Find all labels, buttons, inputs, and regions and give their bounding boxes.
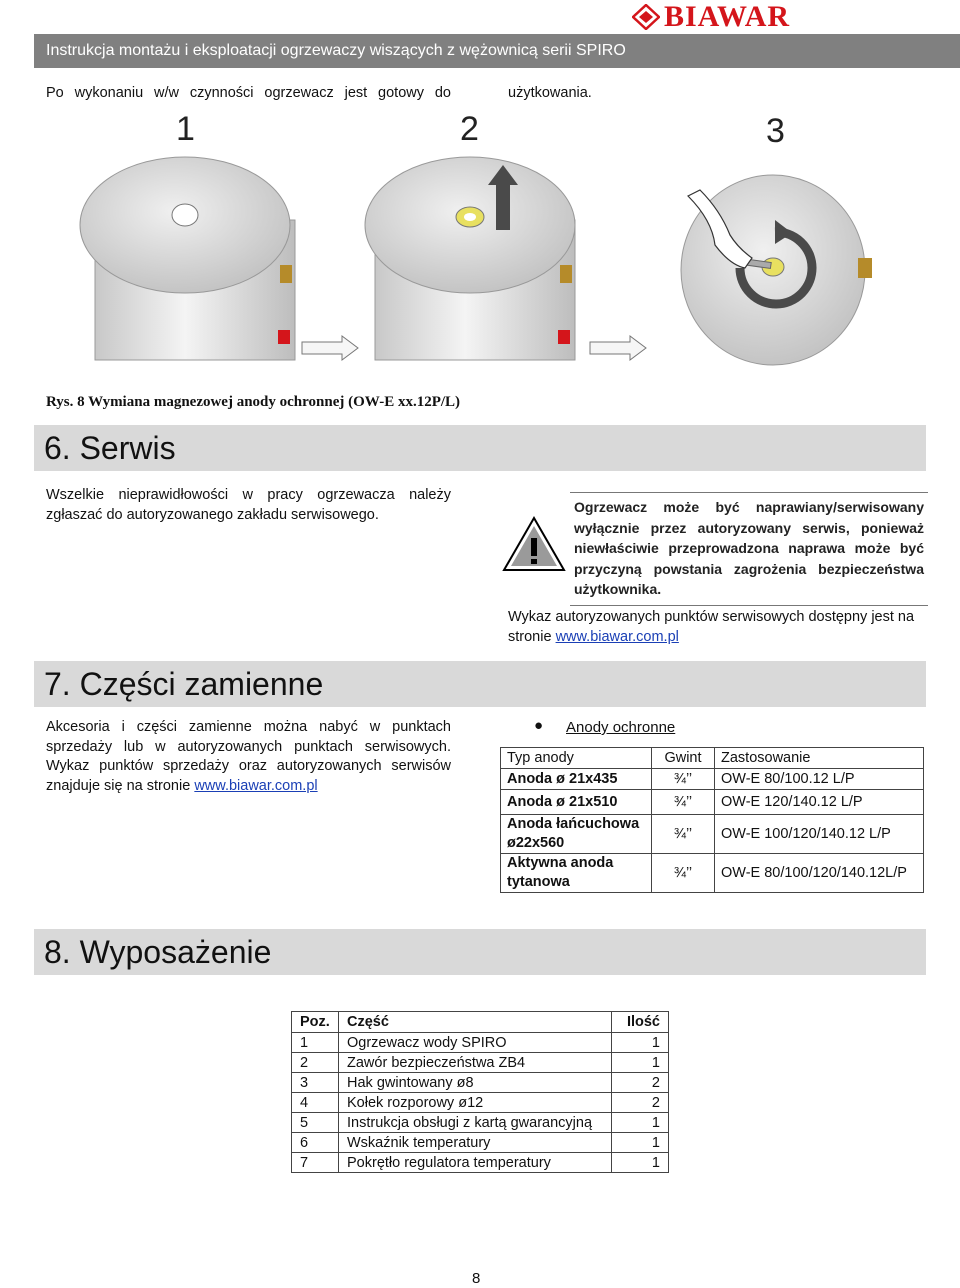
table-row: [501, 769, 924, 790]
table-header-row: [292, 1012, 669, 1033]
page-number: 8: [472, 1270, 481, 1287]
table-cell: Anoda ø 21x510: [501, 790, 652, 815]
heater-step-2: [365, 157, 575, 360]
table-cell: Pokrętło regulatora temperatury: [339, 1153, 612, 1173]
figure-caption: Rys. 8 Wymiana magnezowej anody ochronnej (OW-E xx.12P/L): [46, 394, 461, 410]
table-cell: Anoda łańcuchowa ø22x560: [501, 815, 652, 854]
table-cell: OW-E 80/100.12 L/P: [715, 769, 924, 790]
table-cell: 3: [292, 1073, 339, 1093]
table-cell: Wskaźnik temperatury: [339, 1133, 612, 1153]
arrow-right-icon: [590, 336, 646, 360]
document-title: Instrukcja montażu i eksploatacji ogrzewaczy wiszących z wężownicą serii SPIRO: [46, 42, 626, 59]
table-row: [292, 1093, 669, 1113]
table-cell: 1: [612, 1153, 669, 1173]
table-cell: 4: [292, 1093, 339, 1113]
table-row: [292, 1133, 669, 1153]
table-cell: 7: [292, 1153, 339, 1173]
table-cell: Anoda ø 21x435: [501, 769, 652, 790]
bullet-dot: ●: [534, 717, 544, 734]
table-cell: 1: [292, 1033, 339, 1053]
table-cell: 1: [612, 1033, 669, 1053]
table-row: [501, 815, 924, 854]
table-row: [292, 1073, 669, 1093]
section-7-paragraph-text: Akcesoria i części zamienne można nabyć w punktach sprzedaży lub w autoryzowanych punktach serwisowych. Wykaz punktów sprzedaży oraz autoryzowanych serwisów znajduje się na stronie: [46, 719, 451, 794]
service-list-text: [508, 608, 918, 647]
table-row: [292, 1113, 669, 1133]
intro-text-left: Po wykonaniu w/w czynności ogrzewacz jest gotowy do: [46, 85, 451, 101]
table-cell: Kołek rozporowy ø12: [339, 1093, 612, 1113]
table-row: [292, 1153, 669, 1173]
table-row: [501, 790, 924, 815]
table-cell: OW-E 80/100/120/140.12L/P: [715, 854, 924, 893]
table-cell: 5: [292, 1113, 339, 1133]
section-8-heading-bar: [34, 929, 926, 975]
table-cell: 1: [612, 1053, 669, 1073]
warning-text: Ogrzewacz może być naprawiany/serwisowany wyłącznie przez autoryzowany serwis, ponieważ niewłaściwie przeprowadzona naprawa może być przyczyną powstania zagrożenia bezpieczeństwa użytkownika.: [570, 492, 928, 606]
spare-parts-link[interactable]: www.biawar.com.pl: [194, 777, 318, 794]
table-header-cell: Zastosowanie: [715, 748, 924, 769]
table-header-cell: Typ anody: [501, 748, 652, 769]
table-cell: ¾’’: [652, 854, 715, 893]
table-cell: 6: [292, 1133, 339, 1153]
table-cell: OW-E 100/120/140.12 L/P: [715, 815, 924, 854]
anode-bullet-label: Anody ochronne: [566, 719, 676, 736]
brand-logo: [632, 2, 790, 32]
table-cell: OW-E 120/140.12 L/P: [715, 790, 924, 815]
table-header-row: [501, 748, 924, 769]
table-cell: Zawór bezpieczeństwa ZB4: [339, 1053, 612, 1073]
table-cell: ¾’’: [652, 769, 715, 790]
table-cell: 2: [612, 1073, 669, 1093]
table-cell: Ogrzewacz wody SPIRO: [339, 1033, 612, 1053]
table-cell: ¾’’: [652, 790, 715, 815]
table-header-cell: Gwint: [652, 748, 715, 769]
table-cell: 2: [612, 1093, 669, 1113]
figure-step-1: 1: [176, 110, 195, 148]
section-6-heading-bar: [34, 425, 926, 471]
table-row: [292, 1033, 669, 1053]
table-cell: Aktywna anoda tytanowa: [501, 854, 652, 893]
table-header-cell: Część: [339, 1012, 612, 1033]
section-8-heading: 8. Wyposażenie: [44, 934, 272, 970]
figure-step-2: 2: [460, 110, 479, 148]
service-list-label: Wykaz autoryzowanych punktów serwisowych dostępny jest na stronie: [508, 609, 915, 645]
intro-text-right: użytkowania.: [508, 85, 592, 101]
table-cell: 1: [612, 1113, 669, 1133]
document-header-bar: [34, 34, 960, 68]
heater-step-1: [80, 157, 295, 360]
table-header-cell: Ilość: [612, 1012, 669, 1033]
section-7-paragraph: [46, 718, 451, 796]
section-6-paragraph: Wszelkie nieprawidłowości w pracy ogrzewacza należy zgłaszać do autoryzowanego zakładu serwisowego.: [46, 487, 451, 523]
section-7-heading: 7. Części zamienne: [44, 666, 324, 702]
anode-replacement-figure: [40, 140, 920, 380]
table-header-cell: Poz.: [292, 1012, 339, 1033]
section-7-heading-bar: [34, 661, 926, 707]
logo-text: BIAWAR: [664, 0, 791, 33]
anode-table: [500, 747, 924, 893]
figure-step-3: 3: [766, 112, 785, 150]
biawar-emblem-icon: [632, 4, 660, 30]
equipment-table: [291, 1011, 669, 1173]
table-cell: 1: [612, 1133, 669, 1153]
section-6-heading: 6. Serwis: [44, 430, 176, 466]
table-cell: Instrukcja obsługi z kartą gwarancyjną: [339, 1113, 612, 1133]
heater-step-3: [681, 175, 872, 365]
table-row: [292, 1053, 669, 1073]
arrow-right-icon: [302, 336, 358, 360]
service-list-link[interactable]: www.biawar.com.pl: [555, 628, 679, 645]
warning-triangle-icon: [502, 516, 566, 572]
table-cell: Hak gwintowany ø8: [339, 1073, 612, 1093]
table-cell: ¾’’: [652, 815, 715, 854]
table-row: [501, 854, 924, 893]
table-cell: 2: [292, 1053, 339, 1073]
